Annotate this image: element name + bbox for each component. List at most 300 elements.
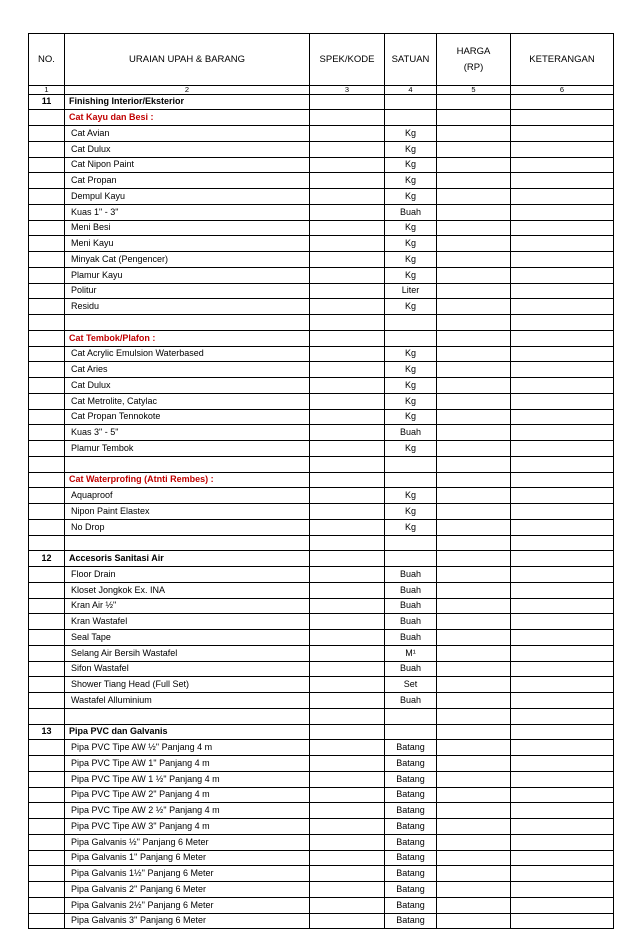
row-uraian — [65, 315, 310, 331]
row-no — [29, 220, 65, 236]
row-no — [29, 173, 65, 189]
row-keterangan — [511, 141, 614, 157]
table-row — [29, 677, 614, 693]
row-spek — [310, 204, 385, 220]
row-keterangan — [511, 220, 614, 236]
row-satuan: Batang — [385, 834, 437, 850]
row-keterangan — [511, 897, 614, 913]
row-spek — [310, 661, 385, 677]
row-harga — [437, 582, 511, 598]
row-harga — [437, 834, 511, 850]
row-no — [29, 913, 65, 929]
row-spek — [310, 488, 385, 504]
row-uraian — [65, 535, 310, 551]
row-harga — [437, 488, 511, 504]
row-harga — [437, 267, 511, 283]
row-harga — [437, 661, 511, 677]
row-no — [29, 204, 65, 220]
row-no — [29, 866, 65, 882]
row-keterangan — [511, 393, 614, 409]
row-keterangan — [511, 330, 614, 346]
table-row — [29, 409, 614, 425]
table-row — [29, 299, 614, 315]
table-row — [29, 441, 614, 457]
table-row — [29, 598, 614, 614]
table-row — [29, 488, 614, 504]
row-keterangan — [511, 567, 614, 583]
row-spek — [310, 582, 385, 598]
table-row — [29, 456, 614, 472]
table-row — [29, 346, 614, 362]
row-satuan: Batang — [385, 819, 437, 835]
row-uraian: Pipa Galvanis 1½'' Panjang 6 Meter — [65, 866, 310, 882]
column-number-row — [29, 86, 614, 95]
column-number: 5 — [437, 86, 511, 95]
table-row — [29, 740, 614, 756]
row-no — [29, 299, 65, 315]
table-body — [29, 94, 614, 929]
header-harga — [437, 34, 511, 86]
column-number: 1 — [29, 86, 65, 95]
table-row — [29, 110, 614, 126]
row-uraian: Pipa PVC Tipe AW 1 ½'' Panjang 4 m — [65, 771, 310, 787]
row-keterangan — [511, 110, 614, 126]
row-no — [29, 362, 65, 378]
row-no — [29, 189, 65, 205]
row-harga — [437, 598, 511, 614]
row-uraian: Pipa PVC Tipe AW 3'' Panjang 4 m — [65, 819, 310, 835]
row-satuan: Kg — [385, 393, 437, 409]
column-number: 3 — [310, 86, 385, 95]
row-harga — [437, 693, 511, 709]
row-satuan — [385, 724, 437, 740]
row-keterangan — [511, 677, 614, 693]
row-uraian: Dempul Kayu — [65, 189, 310, 205]
column-number: 2 — [65, 86, 310, 95]
row-spek — [310, 756, 385, 772]
row-no — [29, 409, 65, 425]
row-spek — [310, 472, 385, 488]
row-harga — [437, 882, 511, 898]
row-keterangan — [511, 598, 614, 614]
row-keterangan — [511, 283, 614, 299]
table-row — [29, 267, 614, 283]
row-satuan: Buah — [385, 614, 437, 630]
row-spek — [310, 283, 385, 299]
row-uraian: Cat Tembok/Plafon : — [65, 330, 310, 346]
row-harga — [437, 393, 511, 409]
row-no — [29, 897, 65, 913]
row-spek — [310, 598, 385, 614]
row-satuan: Batang — [385, 913, 437, 929]
table-row — [29, 220, 614, 236]
row-uraian: Pipa PVC Tipe AW 2'' Panjang 4 m — [65, 787, 310, 803]
row-no — [29, 630, 65, 646]
row-harga — [437, 330, 511, 346]
row-uraian: Cat Aries — [65, 362, 310, 378]
row-spek — [310, 834, 385, 850]
row-spek — [310, 299, 385, 315]
row-spek — [310, 378, 385, 394]
table-row — [29, 141, 614, 157]
row-satuan: Kg — [385, 346, 437, 362]
row-uraian: Kloset Jongkok Ex. INA — [65, 582, 310, 598]
row-spek — [310, 330, 385, 346]
row-keterangan — [511, 126, 614, 142]
row-satuan: Kg — [385, 252, 437, 268]
table-row — [29, 661, 614, 677]
row-harga — [437, 551, 511, 567]
table-row — [29, 173, 614, 189]
row-no — [29, 378, 65, 394]
row-keterangan — [511, 267, 614, 283]
row-keterangan — [511, 803, 614, 819]
price-list-table — [28, 33, 614, 929]
row-harga — [437, 441, 511, 457]
row-spek — [310, 882, 385, 898]
row-satuan — [385, 456, 437, 472]
row-keterangan — [511, 834, 614, 850]
header-harga-line2: (RP) — [463, 61, 484, 73]
table-row — [29, 850, 614, 866]
row-uraian: Cat Avian — [65, 126, 310, 142]
table-row — [29, 189, 614, 205]
row-keterangan — [511, 630, 614, 646]
row-spek — [310, 110, 385, 126]
row-no — [29, 787, 65, 803]
row-keterangan — [511, 724, 614, 740]
row-harga — [437, 708, 511, 724]
table-row — [29, 803, 614, 819]
row-no — [29, 267, 65, 283]
row-spek — [310, 504, 385, 520]
row-keterangan — [511, 488, 614, 504]
header-harga-line1: HARGA — [456, 46, 491, 58]
table-row — [29, 504, 614, 520]
row-spek — [310, 157, 385, 173]
header-uraian: URAIAN UPAH & BARANG — [65, 34, 310, 86]
row-harga — [437, 409, 511, 425]
row-spek — [310, 189, 385, 205]
row-satuan: Kg — [385, 441, 437, 457]
row-uraian: Cat Waterprofing (Atnti Rembes) : — [65, 472, 310, 488]
row-no — [29, 519, 65, 535]
row-keterangan — [511, 708, 614, 724]
row-harga — [437, 141, 511, 157]
table-row — [29, 882, 614, 898]
row-satuan: Kg — [385, 220, 437, 236]
row-harga — [437, 740, 511, 756]
row-no — [29, 582, 65, 598]
row-satuan: Batang — [385, 850, 437, 866]
row-satuan: Kg — [385, 157, 437, 173]
row-spek — [310, 456, 385, 472]
row-satuan — [385, 708, 437, 724]
row-satuan: Kg — [385, 362, 437, 378]
row-satuan: Kg — [385, 519, 437, 535]
row-spek — [310, 173, 385, 189]
row-spek — [310, 897, 385, 913]
table-row — [29, 362, 614, 378]
row-spek — [310, 220, 385, 236]
row-spek — [310, 913, 385, 929]
row-spek — [310, 362, 385, 378]
row-harga — [437, 236, 511, 252]
row-keterangan — [511, 236, 614, 252]
row-keterangan — [511, 346, 614, 362]
column-number: 4 — [385, 86, 437, 95]
row-harga — [437, 645, 511, 661]
row-harga — [437, 504, 511, 520]
row-no — [29, 740, 65, 756]
row-uraian: Shower Tiang Head (Full Set) — [65, 677, 310, 693]
row-satuan: Batang — [385, 897, 437, 913]
table-row — [29, 787, 614, 803]
row-uraian: Cat Dulux — [65, 378, 310, 394]
row-keterangan — [511, 173, 614, 189]
row-uraian — [65, 456, 310, 472]
row-satuan — [385, 110, 437, 126]
row-uraian: Aquaproof — [65, 488, 310, 504]
row-spek — [310, 519, 385, 535]
row-satuan: Kg — [385, 173, 437, 189]
row-spek — [310, 236, 385, 252]
row-uraian: Politur — [65, 283, 310, 299]
row-spek — [310, 740, 385, 756]
row-harga — [437, 819, 511, 835]
row-uraian: Minyak Cat (Pengencer) — [65, 252, 310, 268]
row-uraian: Pipa PVC Tipe AW 2 ½'' Panjang 4 m — [65, 803, 310, 819]
row-spek — [310, 866, 385, 882]
row-no — [29, 598, 65, 614]
row-no — [29, 882, 65, 898]
row-uraian: Floor Drain — [65, 567, 310, 583]
row-no — [29, 803, 65, 819]
row-keterangan — [511, 866, 614, 882]
row-spek — [310, 315, 385, 331]
table-row — [29, 913, 614, 929]
row-no — [29, 756, 65, 772]
row-harga — [437, 283, 511, 299]
row-keterangan — [511, 504, 614, 520]
row-keterangan — [511, 787, 614, 803]
row-spek — [310, 567, 385, 583]
row-no — [29, 472, 65, 488]
row-uraian: Pipa Galvanis 2'' Panjang 6 Meter — [65, 882, 310, 898]
row-satuan: Batang — [385, 740, 437, 756]
row-no — [29, 677, 65, 693]
row-harga — [437, 519, 511, 535]
row-uraian: Kuas 1" - 3" — [65, 204, 310, 220]
row-harga — [437, 756, 511, 772]
row-satuan: Kg — [385, 267, 437, 283]
row-uraian: Meni Besi — [65, 220, 310, 236]
row-uraian: Cat Metrolite, Catylac — [65, 393, 310, 409]
row-no — [29, 425, 65, 441]
row-satuan — [385, 315, 437, 331]
row-harga — [437, 173, 511, 189]
header-spek: SPEK/KODE — [310, 34, 385, 86]
row-uraian: Pipa Galvanis 2½'' Panjang 6 Meter — [65, 897, 310, 913]
row-uraian — [65, 708, 310, 724]
row-satuan — [385, 535, 437, 551]
row-spek — [310, 94, 385, 110]
row-keterangan — [511, 819, 614, 835]
row-keterangan — [511, 913, 614, 929]
table-row — [29, 283, 614, 299]
row-satuan: Kg — [385, 504, 437, 520]
row-keterangan — [511, 850, 614, 866]
row-satuan: Kg — [385, 409, 437, 425]
row-keterangan — [511, 441, 614, 457]
row-keterangan — [511, 157, 614, 173]
row-no — [29, 708, 65, 724]
row-uraian: Meni Kayu — [65, 236, 310, 252]
row-harga — [437, 866, 511, 882]
row-spek — [310, 126, 385, 142]
row-uraian: Accesoris Sanitasi Air — [65, 551, 310, 567]
row-no — [29, 393, 65, 409]
row-no — [29, 834, 65, 850]
row-keterangan — [511, 771, 614, 787]
row-satuan: Kg — [385, 299, 437, 315]
row-harga — [437, 630, 511, 646]
row-keterangan — [511, 94, 614, 110]
row-keterangan — [511, 614, 614, 630]
row-no — [29, 567, 65, 583]
row-spek — [310, 252, 385, 268]
row-keterangan — [511, 756, 614, 772]
header-keterangan: KETERANGAN — [511, 34, 614, 86]
row-satuan: Batang — [385, 787, 437, 803]
row-no: 11 — [29, 94, 65, 110]
row-keterangan — [511, 582, 614, 598]
row-uraian: Plamur Kayu — [65, 267, 310, 283]
row-harga — [437, 724, 511, 740]
row-satuan: Buah — [385, 630, 437, 646]
table-row — [29, 645, 614, 661]
table-row — [29, 693, 614, 709]
row-harga — [437, 897, 511, 913]
row-no — [29, 661, 65, 677]
row-no — [29, 614, 65, 630]
row-harga — [437, 677, 511, 693]
row-harga — [437, 472, 511, 488]
row-harga — [437, 913, 511, 929]
row-satuan: Kg — [385, 141, 437, 157]
row-keterangan — [511, 693, 614, 709]
row-no — [29, 693, 65, 709]
row-spek — [310, 535, 385, 551]
table-row — [29, 330, 614, 346]
row-no — [29, 283, 65, 299]
row-uraian: Wastafel Alluminium — [65, 693, 310, 709]
row-keterangan — [511, 252, 614, 268]
table-row — [29, 567, 614, 583]
row-no — [29, 819, 65, 835]
row-uraian: Pipa Galvanis 3'' Panjang 6 Meter — [65, 913, 310, 929]
row-harga — [437, 362, 511, 378]
row-uraian: Cat Propan — [65, 173, 310, 189]
row-keterangan — [511, 299, 614, 315]
row-spek — [310, 551, 385, 567]
table-row — [29, 252, 614, 268]
column-number: 6 — [511, 86, 614, 95]
row-harga — [437, 189, 511, 205]
row-uraian: Pipa PVC Tipe AW ½'' Panjang 4 m — [65, 740, 310, 756]
row-satuan: Kg — [385, 488, 437, 504]
row-satuan: Kg — [385, 189, 437, 205]
row-satuan: Kg — [385, 236, 437, 252]
table-row — [29, 204, 614, 220]
row-harga — [437, 94, 511, 110]
row-no: 13 — [29, 724, 65, 740]
row-spek — [310, 819, 385, 835]
row-no — [29, 346, 65, 362]
row-uraian: Cat Nipon Paint — [65, 157, 310, 173]
row-no — [29, 141, 65, 157]
row-uraian: Pipa Galvanis ½'' Panjang 6 Meter — [65, 834, 310, 850]
row-spek — [310, 677, 385, 693]
row-no — [29, 535, 65, 551]
table-row — [29, 94, 614, 110]
row-uraian: Cat Dulux — [65, 141, 310, 157]
row-harga — [437, 315, 511, 331]
row-harga — [437, 787, 511, 803]
row-keterangan — [511, 645, 614, 661]
row-spek — [310, 787, 385, 803]
row-uraian: Pipa PVC dan Galvanis — [65, 724, 310, 740]
row-keterangan — [511, 204, 614, 220]
header-no: NO. — [29, 34, 65, 86]
row-keterangan — [511, 551, 614, 567]
row-harga — [437, 567, 511, 583]
table-row — [29, 756, 614, 772]
row-uraian: Cat Kayu dan Besi : — [65, 110, 310, 126]
row-spek — [310, 425, 385, 441]
table-row — [29, 614, 614, 630]
row-uraian: Residu — [65, 299, 310, 315]
table-row — [29, 315, 614, 331]
row-keterangan — [511, 519, 614, 535]
table-row — [29, 724, 614, 740]
row-harga — [437, 204, 511, 220]
table-row — [29, 708, 614, 724]
row-uraian: Finishing Interior/Eksterior — [65, 94, 310, 110]
row-harga — [437, 378, 511, 394]
row-harga — [437, 110, 511, 126]
row-satuan: Kg — [385, 378, 437, 394]
row-spek — [310, 708, 385, 724]
row-uraian: Seal Tape — [65, 630, 310, 646]
table-row — [29, 834, 614, 850]
row-no — [29, 504, 65, 520]
row-no — [29, 126, 65, 142]
row-uraian: Kran Wastafel — [65, 614, 310, 630]
row-satuan — [385, 330, 437, 346]
row-harga — [437, 771, 511, 787]
row-uraian: Nipon Paint Elastex — [65, 504, 310, 520]
table-row — [29, 819, 614, 835]
row-keterangan — [511, 315, 614, 331]
table-row — [29, 126, 614, 142]
row-satuan: Batang — [385, 803, 437, 819]
row-uraian: Pipa PVC Tipe AW 1'' Panjang 4 m — [65, 756, 310, 772]
row-spek — [310, 771, 385, 787]
row-no — [29, 645, 65, 661]
row-satuan: M¹ — [385, 645, 437, 661]
row-spek — [310, 141, 385, 157]
